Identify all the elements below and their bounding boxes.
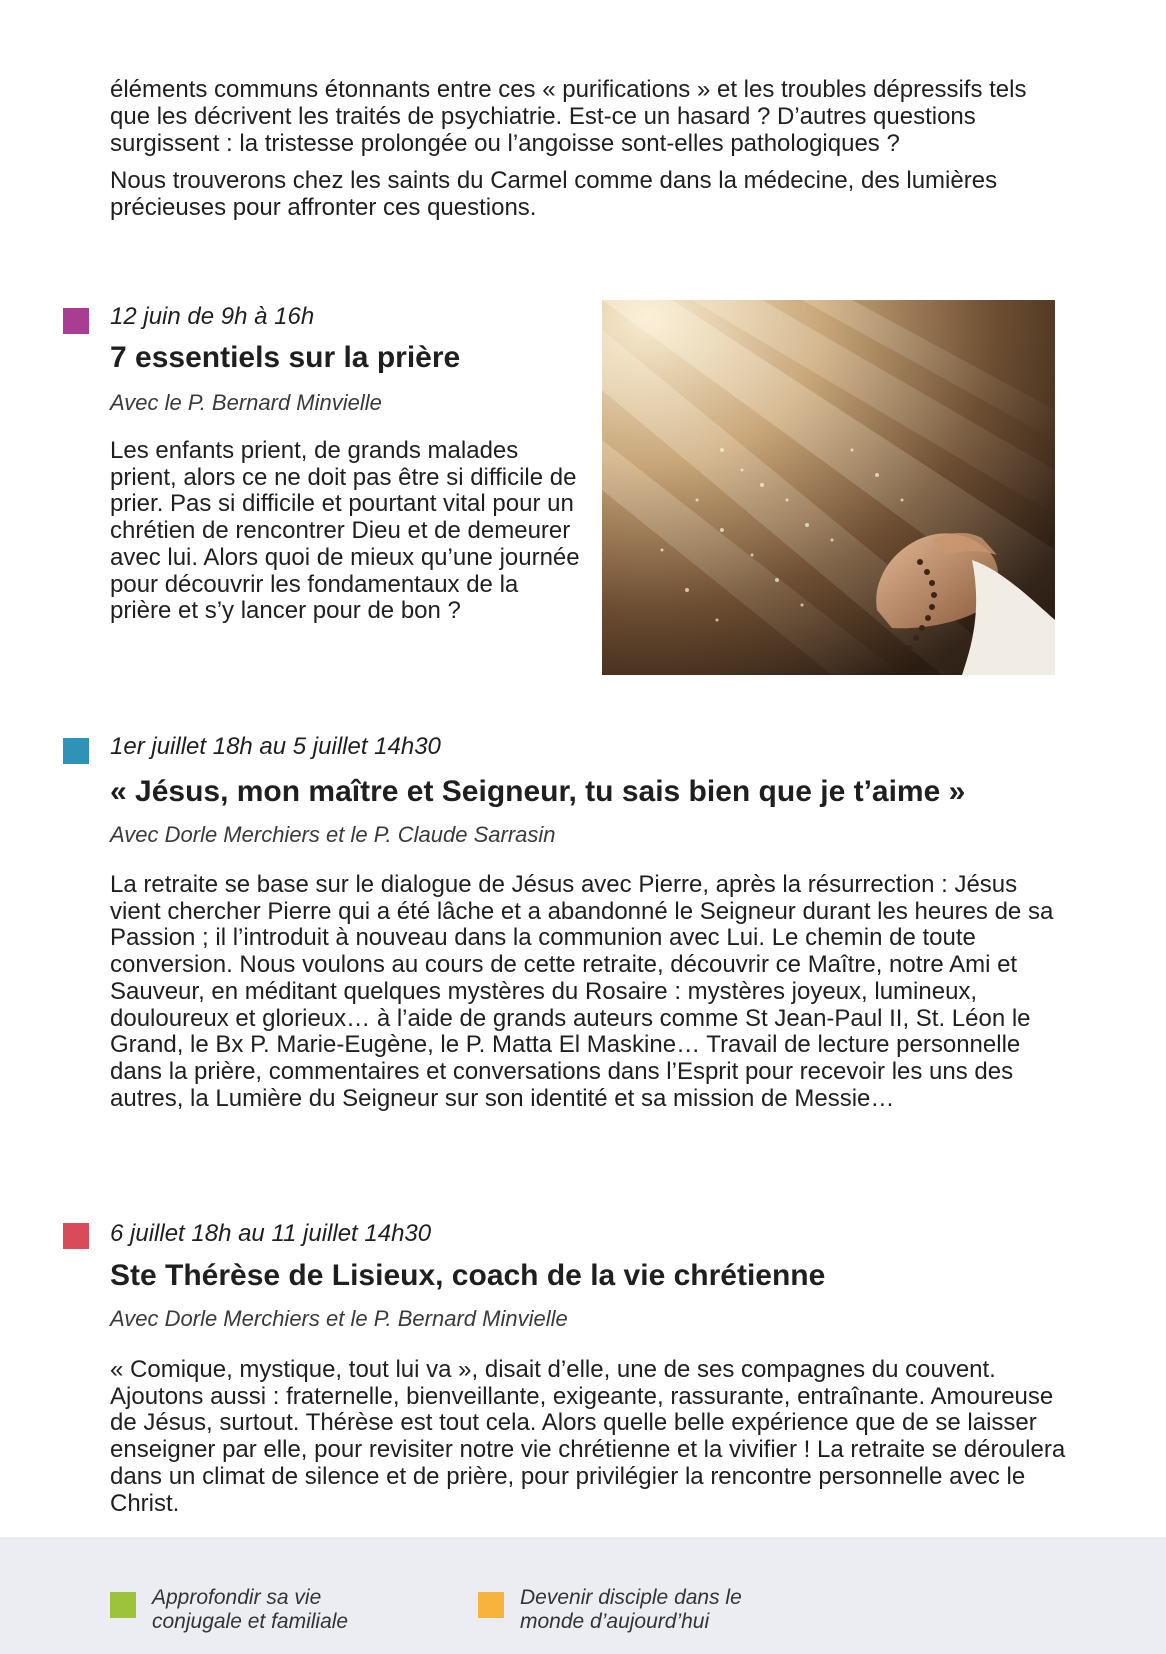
event-marker-square xyxy=(63,308,89,334)
event-marker-square xyxy=(63,1223,89,1249)
event-date: 6 juillet 18h au 11 juillet 14h30 xyxy=(110,1220,432,1247)
legend-label: Approfondir sa vie conjugale et familiale xyxy=(152,1586,349,1633)
event-date: 12 juin de 9h à 16h xyxy=(110,303,315,330)
legend-swatch-orange xyxy=(478,1592,504,1618)
event-description: Les enfants prient, de grands malades prient, alors ce ne doit pas être si difficile de prier. Pas si difficile et pourtant vital pour un chrétien de rencontrer Dieu et de demeurer avec lui. Alors quoi de mieux qu’une journée pour découvrir les fondamentaux de la prière et s’y lancer pour de bon ? xyxy=(110,437,580,625)
event-title: « Jésus, mon maître et Seigneur, tu sais bien que je t’aime » xyxy=(110,775,966,808)
prayer-hands-image xyxy=(602,300,1055,675)
prayer-hands-photo xyxy=(602,300,1055,675)
event-title: Ste Thérèse de Lisieux, coach de la vie chrétienne xyxy=(110,1259,826,1292)
event-date: 1er juillet 18h au 5 juillet 14h30 xyxy=(110,733,441,760)
event-description: La retraite se base sur le dialogue de Jésus avec Pierre, après la résurrection : Jésus vient chercher Pierre qui a été lâche et a abandonné le Seigneur durant les heures de sa Passion ; il l’introduit à nouveau dans la communion avec Lui. Le chemin de toute conversion. Nous voulons au cours de cette retraite, découvrir ce Maître, notre Ami et Sauveur, en méditant quelques mystères du Rosaire : mystères joyeux, lumineux, douloureux et glorieux… à l’aide de grands auteurs comme St Jean-Paul II, St. Léon le Grand, le Bx P. Marie-Eugène, le P. Matta El Maskine… Travail de lecture personnelle dans la prière, commentaires et conversations dans l’Esprit pour recevoir les uns des autres, la Lumière du Seigneur sur son identité et sa mission de Messie… xyxy=(110,871,1054,1112)
intro-paragraph-1: éléments communs étonnants entre ces « purifications » et les troubles dépressifs tels que les décrivent les traités de psychiatrie. Est-ce un hasard ? D’autres questions surgissent : la tristesse prolongée ou l’angoisse sont-elles pathologiques ? xyxy=(110,76,1027,157)
legend-swatch-green xyxy=(110,1592,136,1618)
event-marker-square xyxy=(63,738,89,764)
event-description: « Comique, mystique, tout lui va », disait d’elle, une de ses compagnes du couvent. Ajoutons aussi : fraternelle, bienveillante, exigeante, rassurante, entraînante. Amoureuse de Jésus, surtout. Thérèse est tout cela. Alors quelle belle expérience que de se laisser enseigner par elle, pour revisiter notre vie chrétienne et la vivifier ! La retraite se déroulera dans un climat de silence et de prière, pour privilégier la rencontre personnelle avec le Christ. xyxy=(110,1356,1066,1517)
event-speaker: Avec Dorle Merchiers et le P. Claude Sarrasin xyxy=(110,822,556,847)
intro-text xyxy=(110,76,1070,231)
intro-paragraph-2: Nous trouverons chez les saints du Carmel comme dans la médecine, des lumières précieuses pour affronter ces questions. xyxy=(110,167,998,221)
legend-label: Devenir disciple dans le monde d’aujourd’hui xyxy=(520,1586,742,1633)
event-title: 7 essentiels sur la prière xyxy=(110,341,461,374)
event-speaker: Avec Dorle Merchiers et le P. Bernard Minvielle xyxy=(110,1306,568,1331)
event-speaker: Avec le P. Bernard Minvielle xyxy=(110,390,382,415)
footer-legend-bar xyxy=(0,1537,1166,1654)
